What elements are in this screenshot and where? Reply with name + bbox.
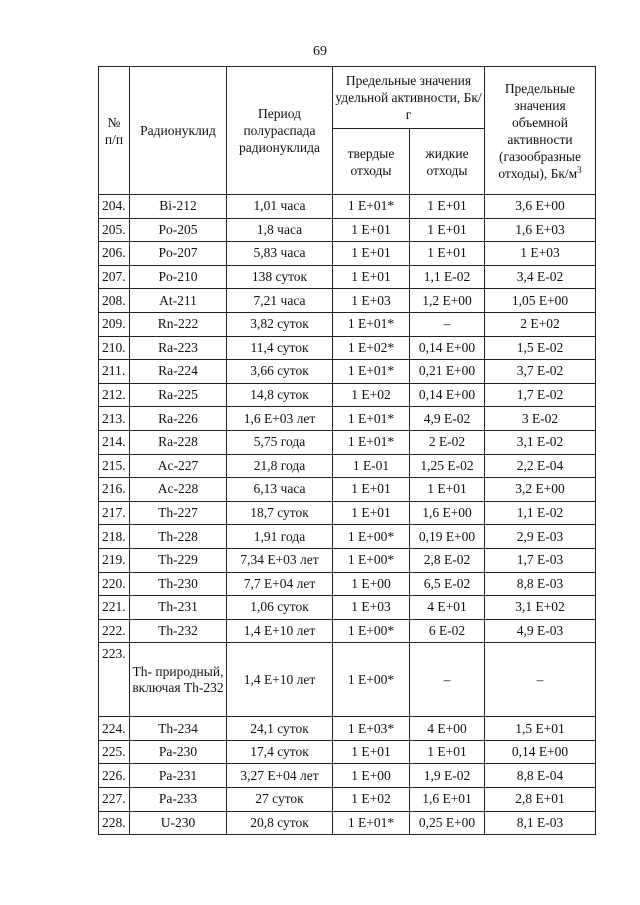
table-row — [99, 195, 596, 219]
header-nuclide: Радионуклид — [130, 67, 227, 195]
row-volume-limit: 3,6 E+00 — [485, 195, 596, 219]
row-liquid-limit: 1 E+01 — [410, 242, 485, 266]
row-solid-limit: 1 E+00* — [333, 619, 410, 643]
row-liquid-limit: 0,25 E+00 — [410, 811, 485, 835]
table-row — [99, 717, 596, 741]
row-number: 209. — [99, 312, 130, 336]
row-volume-limit: 3 E-02 — [485, 407, 596, 431]
row-number: 208. — [99, 289, 130, 313]
row-nuclide: Ra-228 — [130, 430, 227, 454]
row-liquid-limit: 1,6 E+00 — [410, 501, 485, 525]
table-row — [99, 572, 596, 596]
row-half-life: 20,8 суток — [227, 811, 333, 835]
table-row — [99, 407, 596, 431]
row-liquid-limit: 1,2 E+00 — [410, 289, 485, 313]
row-liquid-limit: – — [410, 312, 485, 336]
row-number: 205. — [99, 218, 130, 242]
table-row — [99, 788, 596, 812]
row-half-life: 7,34 E+03 лет — [227, 548, 333, 572]
row-number: 228. — [99, 811, 130, 835]
row-liquid-limit: 6 E-02 — [410, 619, 485, 643]
row-nuclide: Bi-212 — [130, 195, 227, 219]
row-volume-limit: – — [485, 643, 596, 717]
table-row — [99, 265, 596, 289]
row-solid-limit: 1 E+00* — [333, 643, 410, 717]
row-half-life: 27 суток — [227, 788, 333, 812]
row-nuclide: Th-234 — [130, 717, 227, 741]
row-half-life: 21,8 года — [227, 454, 333, 478]
header-volume-activity-sup: 3 — [577, 164, 582, 175]
row-half-life: 3,82 суток — [227, 312, 333, 336]
row-solid-limit: 1 E+01* — [333, 811, 410, 835]
row-nuclide: Th- природный, включая Th-232 — [130, 643, 227, 717]
row-half-life: 1,4 E+10 лет — [227, 619, 333, 643]
row-number: 218. — [99, 525, 130, 549]
row-liquid-limit: 0,14 E+00 — [410, 336, 485, 360]
row-liquid-limit: 6,5 E-02 — [410, 572, 485, 596]
table-row — [99, 336, 596, 360]
table-row — [99, 478, 596, 502]
row-number: 212. — [99, 383, 130, 407]
row-number: 220. — [99, 572, 130, 596]
row-solid-limit: 1 E+00 — [333, 764, 410, 788]
row-nuclide: Pa-231 — [130, 764, 227, 788]
row-volume-limit: 1,7 E-02 — [485, 383, 596, 407]
row-number: 225. — [99, 740, 130, 764]
header-liquid: жидкие отходы — [410, 129, 485, 195]
row-volume-limit: 8,8 E-04 — [485, 764, 596, 788]
row-solid-limit: 1 E+01* — [333, 360, 410, 384]
row-number: 207. — [99, 265, 130, 289]
row-liquid-limit: 1,6 E+01 — [410, 788, 485, 812]
row-volume-limit: 8,1 E-03 — [485, 811, 596, 835]
page-number: 69 — [313, 44, 327, 59]
row-number: 217. — [99, 501, 130, 525]
row-liquid-limit: 1 E+01 — [410, 478, 485, 502]
row-nuclide: Ac-228 — [130, 478, 227, 502]
row-nuclide: Th-229 — [130, 548, 227, 572]
row-liquid-limit: 4 E+01 — [410, 596, 485, 620]
row-number: 223. — [99, 643, 130, 717]
row-nuclide: Po-207 — [130, 242, 227, 266]
row-volume-limit: 1,1 E-02 — [485, 501, 596, 525]
row-liquid-limit: 0,14 E+00 — [410, 383, 485, 407]
row-solid-limit: 1 E+01 — [333, 501, 410, 525]
row-solid-limit: 1 E+00* — [333, 548, 410, 572]
row-nuclide: Th-227 — [130, 501, 227, 525]
row-liquid-limit: 0,21 E+00 — [410, 360, 485, 384]
table-row — [99, 242, 596, 266]
row-nuclide: Th-231 — [130, 596, 227, 620]
row-solid-limit: 1 E+01 — [333, 242, 410, 266]
row-half-life: 6,13 часа — [227, 478, 333, 502]
row-nuclide: Ra-226 — [130, 407, 227, 431]
row-nuclide: Po-205 — [130, 218, 227, 242]
row-number: 226. — [99, 764, 130, 788]
row-half-life: 18,7 суток — [227, 501, 333, 525]
row-solid-limit: 1 E-01 — [333, 454, 410, 478]
table-row — [99, 501, 596, 525]
row-solid-limit: 1 E+01* — [333, 407, 410, 431]
row-volume-limit: 2,2 E-04 — [485, 454, 596, 478]
row-half-life: 17,4 суток — [227, 740, 333, 764]
row-volume-limit: 1,5 E+01 — [485, 717, 596, 741]
row-volume-limit: 1,7 E-03 — [485, 548, 596, 572]
row-nuclide: Th-230 — [130, 572, 227, 596]
table-row — [99, 360, 596, 384]
row-solid-limit: 1 E+02* — [333, 336, 410, 360]
row-liquid-limit: 2,8 E-02 — [410, 548, 485, 572]
row-volume-limit: 1,6 E+03 — [485, 218, 596, 242]
row-liquid-limit: 1 E+01 — [410, 740, 485, 764]
row-half-life: 7,21 часа — [227, 289, 333, 313]
row-nuclide: Pa-230 — [130, 740, 227, 764]
row-volume-limit: 3,7 E-02 — [485, 360, 596, 384]
table-row — [99, 548, 596, 572]
row-half-life: 138 суток — [227, 265, 333, 289]
row-nuclide: At-211 — [130, 289, 227, 313]
row-liquid-limit: 1,25 E-02 — [410, 454, 485, 478]
row-half-life: 1,8 часа — [227, 218, 333, 242]
row-half-life: 3,66 суток — [227, 360, 333, 384]
row-half-life: 1,91 года — [227, 525, 333, 549]
row-solid-limit: 1 E+00 — [333, 572, 410, 596]
row-volume-limit: 1,5 E-02 — [485, 336, 596, 360]
row-half-life: 24,1 суток — [227, 717, 333, 741]
row-solid-limit: 1 E+01 — [333, 218, 410, 242]
row-volume-limit: 3,1 E-02 — [485, 430, 596, 454]
row-volume-limit: 1,05 E+00 — [485, 289, 596, 313]
table-row — [99, 764, 596, 788]
row-nuclide: Ra-223 — [130, 336, 227, 360]
row-liquid-limit: 1 E+01 — [410, 195, 485, 219]
row-half-life: 1,01 часа — [227, 195, 333, 219]
row-volume-limit: 3,1 E+02 — [485, 596, 596, 620]
row-nuclide: Rn-222 — [130, 312, 227, 336]
row-nuclide: Pa-233 — [130, 788, 227, 812]
row-liquid-limit: 4 E+00 — [410, 717, 485, 741]
table-row — [99, 312, 596, 336]
row-solid-limit: 1 E+01 — [333, 478, 410, 502]
table-body — [99, 195, 596, 835]
table-row — [99, 596, 596, 620]
row-half-life: 5,83 часа — [227, 242, 333, 266]
row-solid-limit: 1 E+03 — [333, 289, 410, 313]
table-row — [99, 289, 596, 313]
row-half-life: 1,4 E+10 лет — [227, 643, 333, 717]
row-liquid-limit: 1 E+01 — [410, 218, 485, 242]
row-nuclide: Ra-224 — [130, 360, 227, 384]
row-volume-limit: 0,14 E+00 — [485, 740, 596, 764]
row-nuclide: Th-232 — [130, 619, 227, 643]
row-solid-limit: 1 E+00* — [333, 525, 410, 549]
row-solid-limit: 1 E+01 — [333, 740, 410, 764]
header-half-life: Период полураспада радионуклида — [227, 67, 333, 195]
row-half-life: 3,27 E+04 лет — [227, 764, 333, 788]
row-volume-limit: 2,8 E+01 — [485, 788, 596, 812]
row-nuclide: Th-228 — [130, 525, 227, 549]
row-liquid-limit: 1,1 E-02 — [410, 265, 485, 289]
table-row — [99, 383, 596, 407]
row-volume-limit: 2,9 E-03 — [485, 525, 596, 549]
row-solid-limit: 1 E+03 — [333, 596, 410, 620]
row-volume-limit: 3,2 E+00 — [485, 478, 596, 502]
table-row — [99, 430, 596, 454]
row-half-life: 7,7 E+04 лет — [227, 572, 333, 596]
row-solid-limit: 1 E+02 — [333, 383, 410, 407]
header-num: № п/п — [99, 67, 130, 195]
row-solid-limit: 1 E+01* — [333, 195, 410, 219]
row-liquid-limit: 1,9 E-02 — [410, 764, 485, 788]
row-number: 219. — [99, 548, 130, 572]
header-specific-activity: Предельные значения удельной активности, Бк/г — [333, 67, 485, 129]
table-row — [99, 740, 596, 764]
row-liquid-limit: 4,9 E-02 — [410, 407, 485, 431]
row-nuclide: Ac-227 — [130, 454, 227, 478]
row-half-life: 1,06 суток — [227, 596, 333, 620]
row-liquid-limit: 2 E-02 — [410, 430, 485, 454]
row-number: 224. — [99, 717, 130, 741]
table-row — [99, 218, 596, 242]
header-solid: твердые отходы — [333, 129, 410, 195]
row-number: 204. — [99, 195, 130, 219]
row-solid-limit: 1 E+02 — [333, 788, 410, 812]
row-solid-limit: 1 E+03* — [333, 717, 410, 741]
table-row — [99, 811, 596, 835]
row-number: 213. — [99, 407, 130, 431]
row-solid-limit: 1 E+01 — [333, 265, 410, 289]
row-volume-limit: 2 E+02 — [485, 312, 596, 336]
row-number: 215. — [99, 454, 130, 478]
table-row — [99, 525, 596, 549]
row-volume-limit: 3,4 E-02 — [485, 265, 596, 289]
table-row — [99, 643, 596, 717]
row-half-life: 1,6 E+03 лет — [227, 407, 333, 431]
row-nuclide: Po-210 — [130, 265, 227, 289]
table-row — [99, 619, 596, 643]
row-liquid-limit: – — [410, 643, 485, 717]
row-number: 221. — [99, 596, 130, 620]
header-volume-activity-text: Предельные значения объемной активности (газообразные отходы), Бк/м — [498, 80, 581, 181]
row-nuclide: U-230 — [130, 811, 227, 835]
row-half-life: 11,4 суток — [227, 336, 333, 360]
table-row — [99, 454, 596, 478]
row-half-life: 5,75 года — [227, 430, 333, 454]
row-number: 216. — [99, 478, 130, 502]
row-number: 206. — [99, 242, 130, 266]
row-volume-limit: 1 E+03 — [485, 242, 596, 266]
row-liquid-limit: 0,19 E+00 — [410, 525, 485, 549]
row-solid-limit: 1 E+01* — [333, 430, 410, 454]
row-number: 222. — [99, 619, 130, 643]
row-solid-limit: 1 E+01* — [333, 312, 410, 336]
row-volume-limit: 4,9 E-03 — [485, 619, 596, 643]
row-volume-limit: 8,8 E-03 — [485, 572, 596, 596]
row-number: 214. — [99, 430, 130, 454]
radionuclide-table — [98, 66, 596, 835]
row-number: 211. — [99, 360, 130, 384]
header-volume-activity — [485, 67, 596, 195]
row-number: 227. — [99, 788, 130, 812]
row-half-life: 14,8 суток — [227, 383, 333, 407]
row-number: 210. — [99, 336, 130, 360]
row-nuclide: Ra-225 — [130, 383, 227, 407]
